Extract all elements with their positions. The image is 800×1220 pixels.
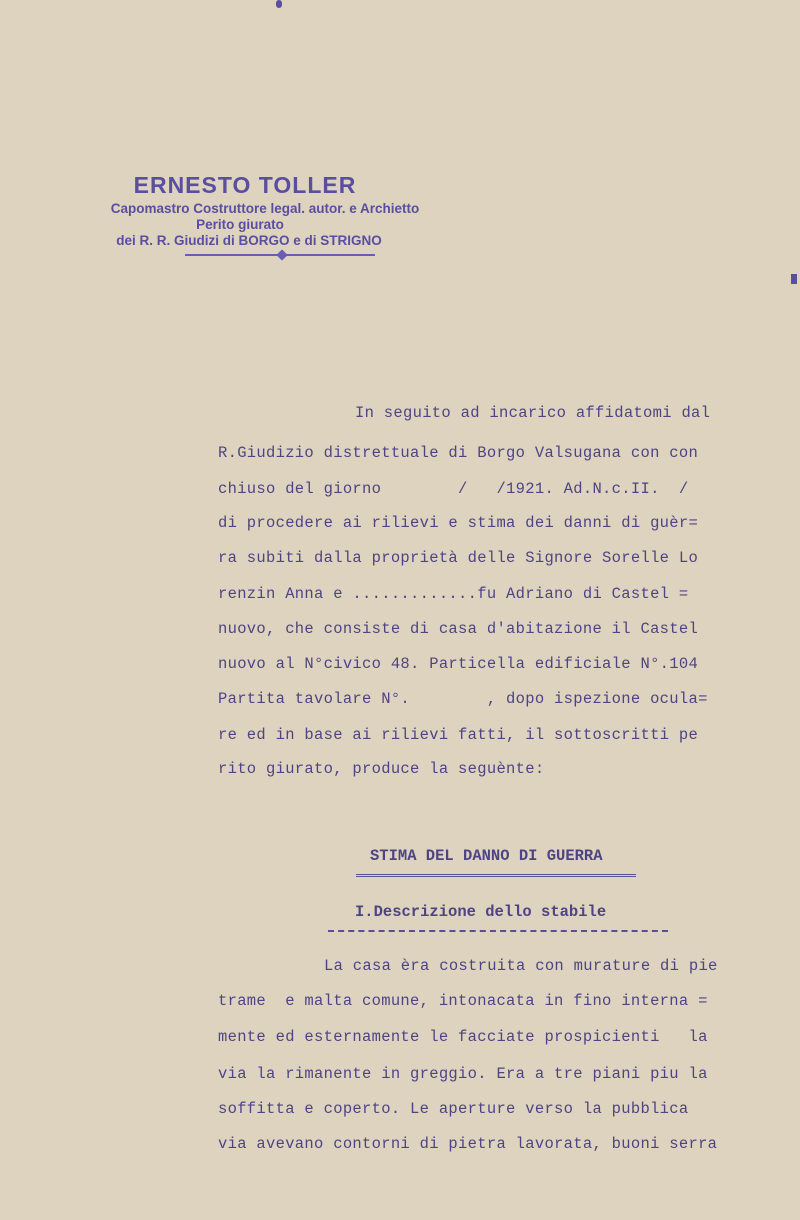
letterhead-name: ERNESTO TOLLER (133, 172, 357, 198)
body-line: di procedere ai rilievi e stima dei danni di guèr= (218, 514, 699, 532)
body-line: R.Giudizio distrettuale di Borgo Valsugana con con (218, 444, 699, 462)
section-line: via avevano contorni di pietra lavorata, buoni serra (218, 1135, 718, 1153)
letterhead-role: Perito giurato (196, 217, 284, 232)
section-line: via la rimanente in greggio. Era a tre piani piu la (218, 1065, 708, 1083)
body-line: chiuso del giorno / /1921. Ad.N.c.II. / (218, 480, 689, 498)
section-underline (328, 930, 668, 932)
body-line: Partita tavolare N°. , dopo ispezione ocula= (218, 690, 708, 708)
section-line: trame e malta comune, intonacata in fino interna = (218, 992, 708, 1010)
section-line: La casa èra costruita con murature di pie (324, 957, 718, 975)
letterhead-courts: dei R. R. Giudizi di BORGO e di STRIGNO (116, 233, 382, 248)
body-line: In seguito ad incarico affidatomi dal (355, 404, 711, 422)
body-line: ra subiti dalla proprietà delle Signore Sorelle Lo (218, 549, 699, 567)
body-line: rito giurato, produce la seguènte: (218, 760, 545, 778)
section-line: mente ed esternamente le facciate prospicienti la (218, 1028, 708, 1046)
title-underline (356, 874, 636, 877)
document-title: STIMA DEL DANNO DI GUERRA (370, 847, 603, 865)
body-line: renzin Anna e .............fu Adriano di Castel = (218, 585, 689, 603)
body-line: re ed in base ai rilievi fatti, il sottoscritti pe (218, 726, 699, 744)
ink-spot (276, 0, 282, 8)
letterhead-stamp (110, 172, 440, 256)
letterhead-rule (185, 254, 375, 256)
body-line: nuovo al N°civico 48. Particella edificiale N°.104 (218, 655, 699, 673)
section-line: soffitta e coperto. Le aperture verso la pubblica (218, 1100, 689, 1118)
letterhead-title: Capomastro Costruttore legal. autor. e Archietto (110, 201, 420, 216)
section-heading: I.Descrizione dello stabile (355, 903, 607, 921)
ink-spot (791, 274, 797, 284)
body-line: nuovo, che consiste di casa d'abitazione il Castel (218, 620, 699, 638)
